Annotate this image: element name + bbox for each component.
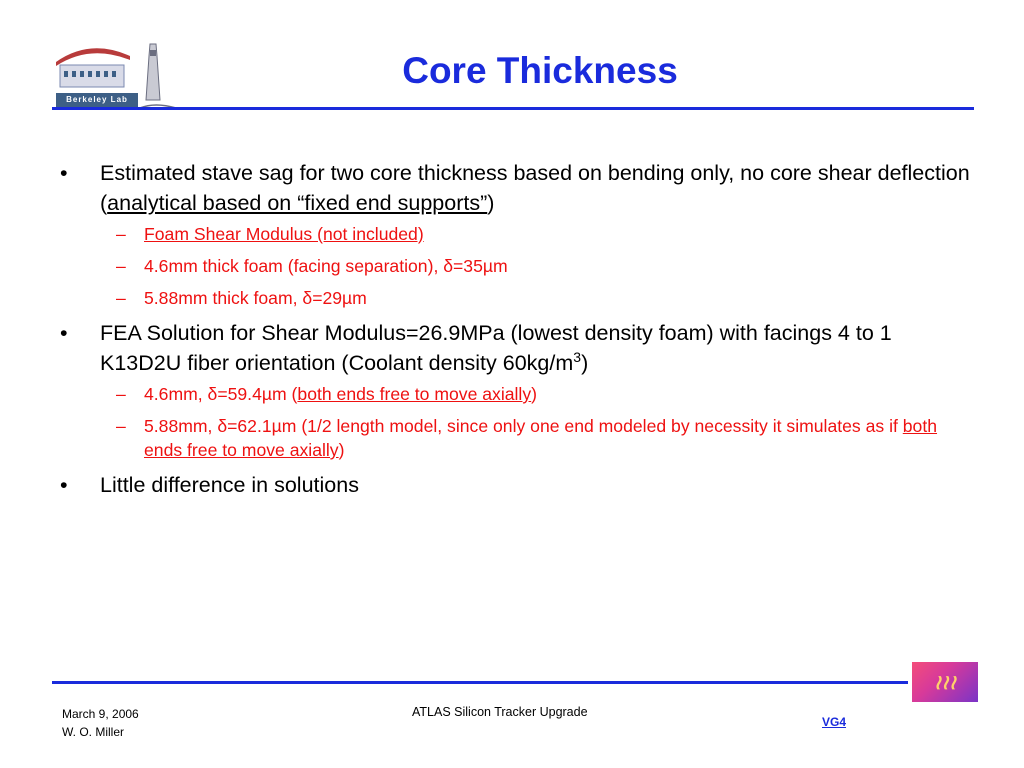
bullet-item <box>60 470 970 500</box>
dash-icon: – <box>116 416 126 436</box>
footer-date: March 9, 2006 <box>62 707 139 721</box>
slide-content <box>60 158 970 504</box>
bullet-item <box>60 318 970 378</box>
dash-icon: – <box>116 256 126 276</box>
dash-icon: – <box>116 288 126 308</box>
slide-title: Core Thickness <box>402 50 678 91</box>
subbullet-text-end: ) <box>338 440 345 460</box>
bullet-text: FEA Solution for Shear Modulus=26.9MPa (lowest density foam) with facings 4 to 1 K13D2U fiber orientation (Coolant density 60kg/m <box>100 321 892 375</box>
bullet-text: Little difference in solutions <box>100 473 359 497</box>
dash-icon: – <box>116 224 126 244</box>
title-divider <box>52 107 974 110</box>
bullet-text: Estimated stave sag for two core thickness based on bending only, no core shear deflection ( <box>100 161 970 215</box>
footer-left <box>62 705 139 741</box>
badge-mark: ≀≀≀ <box>933 672 957 694</box>
footer-title: ATLAS Silicon Tracker Upgrade <box>412 705 588 719</box>
subbullet-item <box>60 254 970 278</box>
bullet-item <box>60 158 970 218</box>
footer-divider <box>52 681 908 684</box>
subbullet-item <box>60 286 970 310</box>
dash-icon: – <box>116 384 126 404</box>
subbullet-text: 5.88mm, δ=62.1µm (1/2 length model, since only one end modeled by necessity it simulates as if <box>144 416 903 436</box>
bullet-icon: • <box>60 473 68 497</box>
subbullet-link[interactable]: both ends free to move axially <box>144 416 938 460</box>
logo-text: Berkeley Lab <box>56 93 138 107</box>
subbullet-item <box>60 382 970 406</box>
corner-badge-icon <box>912 662 978 702</box>
subbullet-link[interactable]: both ends free to move axially <box>297 384 532 404</box>
subbullet-item <box>60 414 970 462</box>
subbullet-link[interactable]: Foam Shear Modulus (not included) <box>144 224 424 244</box>
bullet-icon: • <box>60 161 68 185</box>
bullet-text-end: ) <box>487 191 495 215</box>
bullet-icon: • <box>60 321 68 345</box>
bullet-text-end: ) <box>581 351 589 375</box>
bullet-link[interactable]: analytical based on “fixed end supports” <box>107 191 488 215</box>
subbullet-item <box>60 222 970 246</box>
subbullet-text-end: ) <box>531 384 538 404</box>
subbullet-text: 4.6mm, δ=59.4µm ( <box>144 384 298 404</box>
superscript: 3 <box>573 348 582 365</box>
footer-page-link[interactable]: VG4 <box>822 715 847 729</box>
subbullet-text: 4.6mm thick foam (facing separation), δ=35µm <box>144 256 508 276</box>
footer-author: W. O. Miller <box>62 725 124 739</box>
subbullet-text: 5.88mm thick foam, δ=29µm <box>144 288 367 308</box>
berkeley-lab-logo <box>50 32 178 112</box>
